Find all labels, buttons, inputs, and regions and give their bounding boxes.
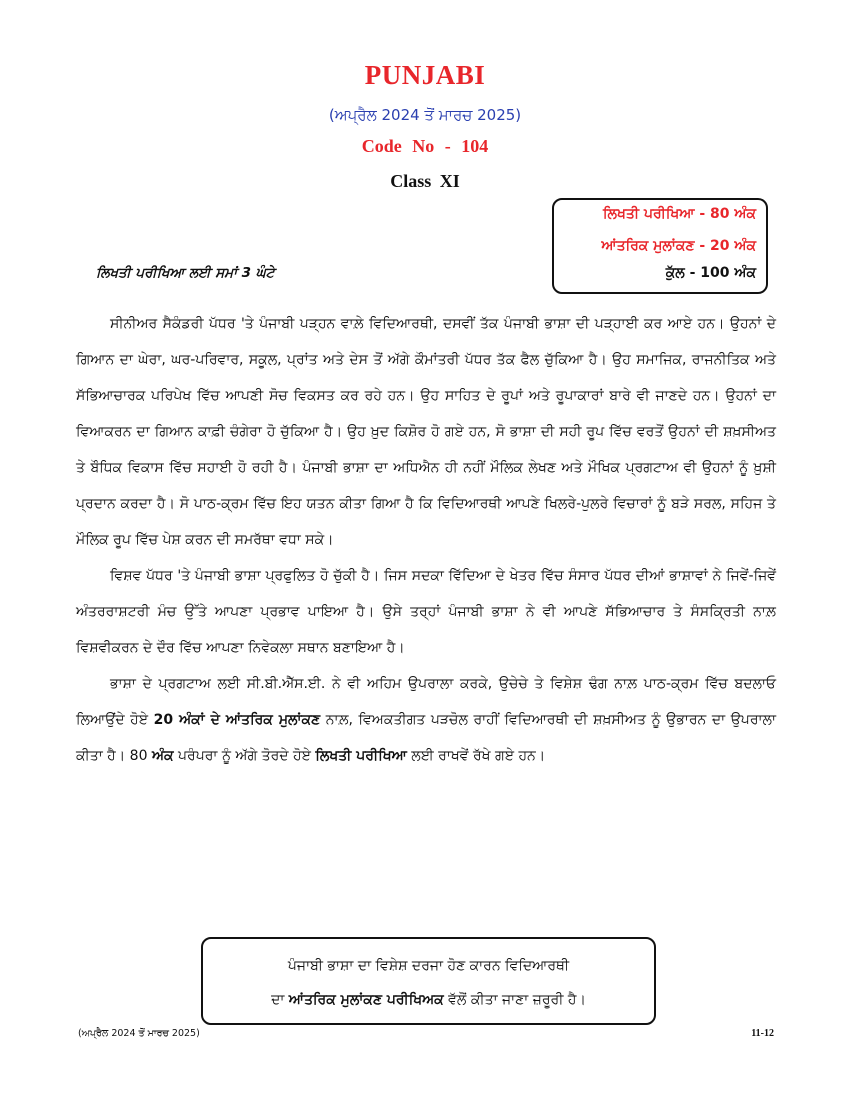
note-line-1: ਪੰਜਾਬੀ ਭਾਸ਼ਾ ਦਾ ਵਿਸ਼ੇਸ਼ ਦਰਜਾ ਹੋਣ ਕਾਰਨ ਵਿਦਿਆਰਥੀ xyxy=(287,958,570,974)
paragraph-1: ਸੀਨੀਅਰ ਸੈਕੰਡਰੀ ਪੱਧਰ 'ਤੇ ਪੰਜਾਬੀ ਪੜ੍ਹਨ ਵਾਲ਼ੇ ਵਿਦਿਆਰਥੀ, ਦਸਵੀਂ ਤੱਕ ਪੰਜਾਬੀ ਭਾਸ਼ਾ ਦੀ ਪੜ੍ਹਾਈ ਕਰ ਆਏ ਹਨ। ਉਹਨਾਂ ਦੇ ਗਿਆਨ ਦਾ ਘੇਰਾ, ਘਰ-ਪਰਿਵਾਰ, ਸਕੂਲ, ਪ੍ਰਾਂਤ ਅਤੇ ਦੇਸ ਤੋਂ ਅੱਗੇ ਕੌਮਾਂਤਰੀ ਪੱਧਰ ਤੱਕ ਫੈਲ ਚੁੱਕਿਆ ਹੈ। ਉਹ ਸਮਾਜਿਕ, ਰਾਜਨੀਤਿਕ ਅਤੇ ਸੱਭਿਆਚਾਰਕ ਪਰਿਪੇਖ ਵਿੱਚ ਆਪਣੀ ਸੋਚ ਵਿਕਸਤ ਕਰ ਰਹੇ ਹਨ। ਉਹ ਸਾਹਿਤ ਦੇ ਰੂਪਾਂ ਅਤੇ ਰੂਪਾਕਾਰਾਂ ਬਾਰੇ ਵੀ ਜਾਣਦੇ ਹਨ। ਉਹਨਾਂ ਦਾ ਵਿਆਕਰਨ ਦਾ ਗਿਆਨ ਕਾਫ਼ੀ ਚੰਗੇਰਾ ਹੋ ਚੁੱਕਿਆ ਹੈ। ਉਹ ਖ਼ੁਦ ਕਿਸ਼ੋਰ ਹੋ ਗਏ ਹਨ, ਸੋ ਭਾਸ਼ਾ ਦੀ ਸਹੀ ਰੂਪ ਵਿੱਚ ਵਰਤੋਂ ਉਹਨਾਂ ਦੀ ਸ਼ਖ਼ਸੀਅਤ ਤੇ ਬੌਧਿਕ ਵਿਕਾਸ ਵਿੱਚ ਸਹਾਈ ਹੋ ਰਹੀ ਹੈ। ਪੰਜਾਬੀ ਭਾਸ਼ਾ ਦਾ ਅਧਿਐਨ ਹੀ ਨਹੀਂ ਮੌਲਿਕ ਲੇਖਣ ਅਤੇ ਮੌਖਿਕ ਪ੍ਰਗਟਾਅ ਵੀ ਉਹਨਾਂ ਨੂੰ ਖ਼ੁਸ਼ੀ ਪ੍ਰਦਾਨ ਕਰਦਾ ਹੈ। ਸੋ ਪਾਠ-ਕ੍ਰਮ ਵਿੱਚ ਇਹ ਯਤਨ ਕੀਤਾ ਗਿਆ ਹੈ ਕਿ ਵਿਦਿਆਰਥੀ ਆਪਣੇ ਖਿਲਰੇ-ਪੁਲਰੇ ਵਿਚਾਰਾਂ ਨੂੰ ਬੜੇ ਸਰਲ, ਸਹਿਜ ਤੇ ਮੌਲਿਕ ਰੂਪ ਵਿੱਚ ਪੇਸ਼ ਕਰਨ ਦੀ ਸਮਰੱਥਾ ਵਧਾ ਸਕੇ। xyxy=(76,316,776,548)
paragraph-3-text-a: ਭਾਸ਼ਾ ਦੇ ਪ੍ਰਗਟਾਅ ਲਈ ਸੀ.ਬੀ.ਐੱਸ.ਈ. ਨੇ ਵੀ ਅਹਿਮ ਉਪਰਾਲਾ ਕਰਕੇ, ਉਚੇਚੇ ਤੇ ਵਿਸ਼ੇਸ਼ ਢੰਗ ਨਾਲ਼ ਪਾਠ-ਕ੍ਰਮ ਵਿੱਚ ਬਦਲਾਓ ਲਿਆਉਂਦੇ ਹੋਏ xyxy=(76,676,776,728)
class-label: Class XI xyxy=(390,171,460,191)
page-title: PUNJABI xyxy=(364,60,486,90)
paragraph-3 xyxy=(76,666,776,774)
session-period: (ਅਪ੍ਰੈਲ 2024 ਤੋਂ ਮਾਰਚ 2025) xyxy=(328,106,522,124)
internal-assessment-marks: ਆਂਤਰਿਕ ਮੁਲਾਂਕਣ - 20 ਅੰਕ xyxy=(601,238,756,254)
note-box xyxy=(201,937,656,1025)
exam-duration: ਲਿਖਤੀ ਪਰੀਖਿਆ ਲਈ ਸਮਾਂ 3 ਘੰਟੇ xyxy=(96,265,275,281)
paragraph-2: ਵਿਸ਼ਵ ਪੱਧਰ 'ਤੇ ਪੰਜਾਬੀ ਭਾਸ਼ਾ ਪ੍ਰਫੁਲਿਤ ਹੋ ਚੁੱਕੀ ਹੈ। ਜਿਸ ਸਦਕਾ ਵਿੱਦਿਆ ਦੇ ਖੇਤਰ ਵਿੱਚ ਸੰਸਾਰ ਪੱਧਰ ਦੀਆਂ ਭਾਸ਼ਾਵਾਂ ਨੇ ਜਿਵੇਂ-ਜਿਵੇਂ ਅੰਤਰਰਾਸ਼ਟਰੀ ਮੰਚ ਉੱਤੇ ਆਪਣਾ ਪ੍ਰਭਾਵ ਪਾਇਆ ਹੈ। ਉਸੇ ਤਰ੍ਹਾਂ ਪੰਜਾਬੀ ਭਾਸ਼ਾ ਨੇ ਵੀ ਆਪਣੇ ਸੱਭਿਆਚਾਰ ਤੇ ਸੰਸਕ੍ਰਿਤੀ ਨਾਲ਼ ਵਿਸ਼ਵੀਕਰਨ ਦੇ ਦੌਰ ਵਿੱਚ ਆਪਣਾ ਨਿਵੇਕਲਾ ਸਥਾਨ ਬਣਾਇਆ ਹੈ। xyxy=(76,568,776,656)
total-marks: ਕੁੱਲ - 100 ਅੰਕ xyxy=(665,265,756,281)
marks-box xyxy=(552,198,768,294)
paragraph-3-text-g: ਲਈ ਰਾਖਵੇਂ ਰੱਖੇ ਗਏ ਹਨ। xyxy=(411,748,546,764)
note-line-2-a: ਦਾ xyxy=(271,992,285,1008)
subject-code: Code No - 104 xyxy=(361,136,489,156)
marks-emphasis: ਅੰਕ xyxy=(151,748,174,764)
footer-session: (ਅਪ੍ਰੈਲ 2024 ਤੋਂ ਮਾਰਚ 2025) xyxy=(78,1028,200,1039)
paragraph-3-text-e: ਪਰੰਪਰਾ ਨੂੰ ਅੱਗੇ ਤੋਰਦੇ ਹੋਏ xyxy=(177,748,311,764)
page-number: 11-12 xyxy=(751,1028,774,1039)
note-line-2 xyxy=(203,992,654,1008)
paragraph-3-text-c: ਨਾਲ਼, ਵਿਅਕਤੀਗਤ ਪੜਚੋਲ ਰਾਹੀਂ ਵਿਦਿਆਰਥੀ ਦੀ ਸ਼ਖ਼ਸੀਅਤ ਨੂੰ ਉਭਾਰਨ ਦਾ ਉਪਰਾਲਾ ਕੀਤਾ ਹੈ। 80 xyxy=(76,712,776,764)
note-emphasis: ਆਂਤਰਿਕ ਮੁਲਾਂਕਣ ਪਰੀਖਿਅਕ xyxy=(288,992,444,1008)
internal-assessment-emphasis: 20 ਅੰਕਾਂ ਦੇ ਆਂਤਰਿਕ ਮੁਲਾਂਕਣ xyxy=(153,712,321,728)
note-line-2-c: ਵੱਲੋਂ ਕੀਤਾ ਜਾਣਾ ਜ਼ਰੂਰੀ ਹੈ। xyxy=(448,992,586,1008)
written-exam-emphasis: ਲਿਖਤੀ ਪਰੀਖਿਆ xyxy=(315,748,407,764)
body-text xyxy=(76,306,776,774)
written-exam-marks: ਲਿਖਤੀ ਪਰੀਖਿਆ - 80 ਅੰਕ xyxy=(603,206,756,222)
